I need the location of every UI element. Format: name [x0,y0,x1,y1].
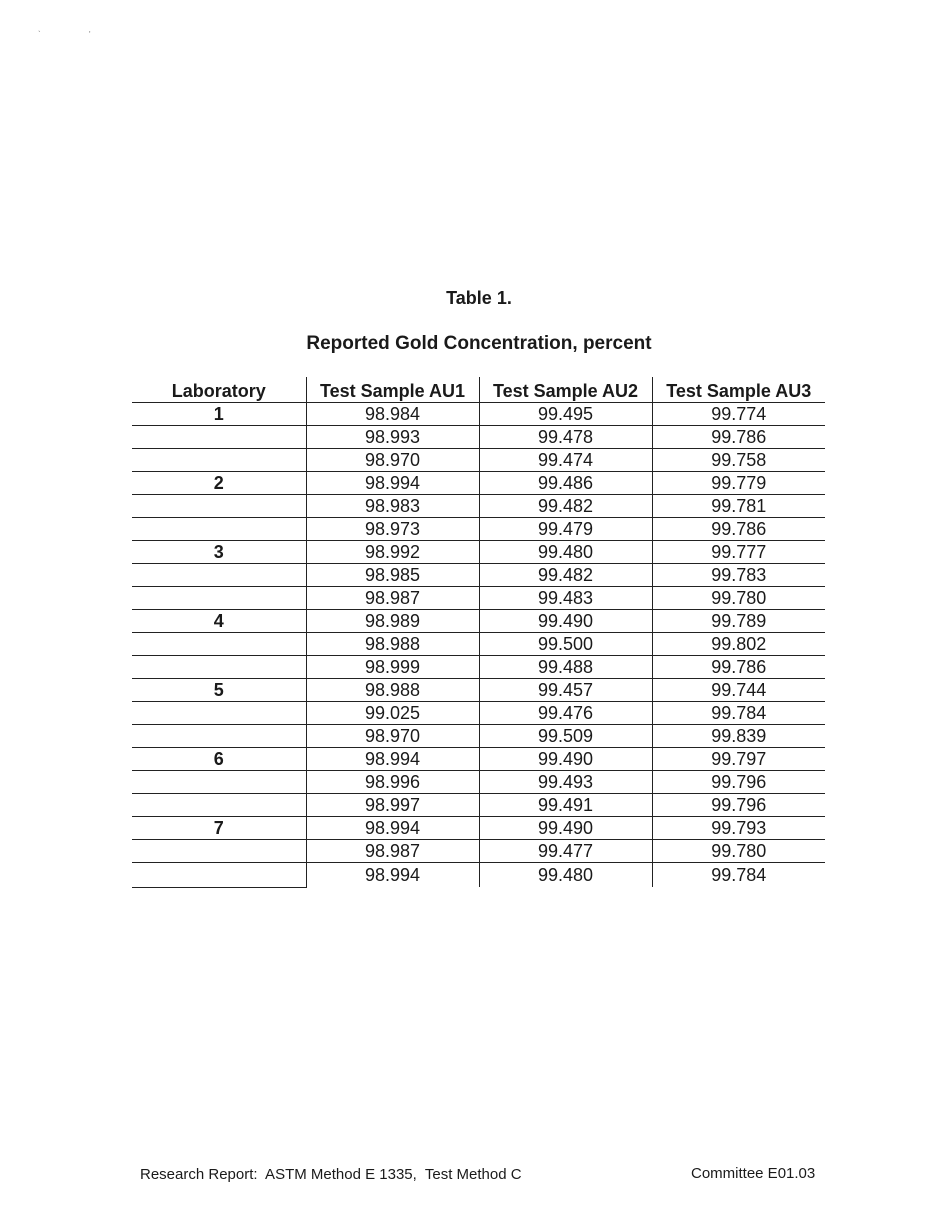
au3-value-cell: 99.789 [652,610,825,633]
table-row [132,541,825,564]
au2-value-cell: 99.482 [479,564,652,587]
au2-value-cell: 99.490 [479,748,652,771]
table-row [132,495,825,518]
table-row [132,610,825,633]
au3-value-cell: 99.784 [652,863,825,888]
au1-value-cell: 98.996 [306,771,479,794]
au2-value-cell: 99.477 [479,840,652,863]
table-title: Table 1. [446,288,512,308]
au3-value-cell: 99.781 [652,495,825,518]
laboratory-cell [132,518,306,541]
au1-value-cell: 98.993 [306,426,479,449]
laboratory-cell [132,656,306,679]
table-row [132,840,825,863]
laboratory-cell: 6 [132,748,306,771]
au2-value-cell: 99.480 [479,541,652,564]
table-row [132,403,825,426]
table-row [132,771,825,794]
header-au3: Test Sample AU3 [652,377,825,403]
au2-value-cell: 99.482 [479,495,652,518]
header-au1: Test Sample AU1 [306,377,479,403]
laboratory-cell [132,702,306,725]
au1-value-cell: 98.985 [306,564,479,587]
au3-value-cell: 99.796 [652,771,825,794]
laboratory-cell [132,426,306,449]
table-row [132,794,825,817]
au1-value-cell: 98.970 [306,449,479,472]
au2-value-cell: 99.480 [479,863,652,888]
laboratory-cell [132,840,306,863]
laboratory-cell [132,495,306,518]
au1-value-cell: 98.987 [306,840,479,863]
laboratory-cell [132,771,306,794]
table-row [132,426,825,449]
laboratory-cell [132,587,306,610]
au3-value-cell: 99.796 [652,794,825,817]
au1-value-cell: 98.994 [306,863,479,888]
au2-value-cell: 99.457 [479,679,652,702]
table-subtitle: Reported Gold Concentration, percent [306,333,652,354]
au1-value-cell: 98.997 [306,794,479,817]
table-row [132,472,825,495]
laboratory-cell [132,863,306,888]
au1-value-cell: 98.999 [306,656,479,679]
header-au2: Test Sample AU2 [479,377,652,403]
scan-speck: ' [89,30,91,39]
laboratory-cell [132,794,306,817]
au3-value-cell: 99.774 [652,403,825,426]
au2-value-cell: 99.490 [479,610,652,633]
laboratory-cell [132,449,306,472]
laboratory-cell: 2 [132,472,306,495]
au2-value-cell: 99.490 [479,817,652,840]
au3-value-cell: 99.783 [652,564,825,587]
table-row [132,702,825,725]
au1-value-cell: 98.994 [306,817,479,840]
au3-value-cell: 99.793 [652,817,825,840]
table-row [132,748,825,771]
header-row [132,377,825,403]
table-row [132,449,825,472]
table-row [132,518,825,541]
table-row [132,725,825,748]
au1-value-cell: 98.994 [306,472,479,495]
table-row [132,633,825,656]
au2-value-cell: 99.495 [479,403,652,426]
footer-report-reference: Research Report: ASTM Method E 1335, Test Method C [140,1166,522,1183]
au2-value-cell: 99.479 [479,518,652,541]
au3-value-cell: 99.802 [652,633,825,656]
au1-value-cell: 98.988 [306,633,479,656]
au3-value-cell: 99.797 [652,748,825,771]
au2-value-cell: 99.491 [479,794,652,817]
au1-value-cell: 98.987 [306,587,479,610]
laboratory-cell: 4 [132,610,306,633]
footer-committee: Committee E01.03 [691,1165,816,1182]
au2-value-cell: 99.474 [479,449,652,472]
table-row [132,679,825,702]
au1-value-cell: 98.970 [306,725,479,748]
au3-value-cell: 99.786 [652,426,825,449]
au2-value-cell: 99.493 [479,771,652,794]
au1-value-cell: 98.992 [306,541,479,564]
au2-value-cell: 99.483 [479,587,652,610]
au3-value-cell: 99.839 [652,725,825,748]
laboratory-cell: 1 [132,403,306,426]
au3-value-cell: 99.786 [652,518,825,541]
au2-value-cell: 99.478 [479,426,652,449]
au3-value-cell: 99.744 [652,679,825,702]
au1-value-cell: 98.988 [306,679,479,702]
au2-value-cell: 99.486 [479,472,652,495]
au3-value-cell: 99.780 [652,587,825,610]
au1-value-cell: 98.973 [306,518,479,541]
header-laboratory: Laboratory [132,377,306,403]
gold-concentration-table [132,377,825,888]
laboratory-cell: 3 [132,541,306,564]
table-row [132,656,825,679]
au1-value-cell: 99.025 [306,702,479,725]
table-row [132,587,825,610]
au1-value-cell: 98.994 [306,748,479,771]
laboratory-cell: 7 [132,817,306,840]
laboratory-cell [132,725,306,748]
au3-value-cell: 99.779 [652,472,825,495]
table-row [132,863,825,888]
au1-value-cell: 98.989 [306,610,479,633]
au3-value-cell: 99.784 [652,702,825,725]
laboratory-cell: 5 [132,679,306,702]
au3-value-cell: 99.758 [652,449,825,472]
au3-value-cell: 99.786 [652,656,825,679]
au2-value-cell: 99.509 [479,725,652,748]
scan-speck: ` [38,30,41,39]
table-row [132,817,825,840]
au1-value-cell: 98.983 [306,495,479,518]
au3-value-cell: 99.777 [652,541,825,564]
au1-value-cell: 98.984 [306,403,479,426]
au2-value-cell: 99.488 [479,656,652,679]
laboratory-cell [132,564,306,587]
laboratory-cell [132,633,306,656]
au2-value-cell: 99.476 [479,702,652,725]
table-row [132,564,825,587]
au3-value-cell: 99.780 [652,840,825,863]
au2-value-cell: 99.500 [479,633,652,656]
